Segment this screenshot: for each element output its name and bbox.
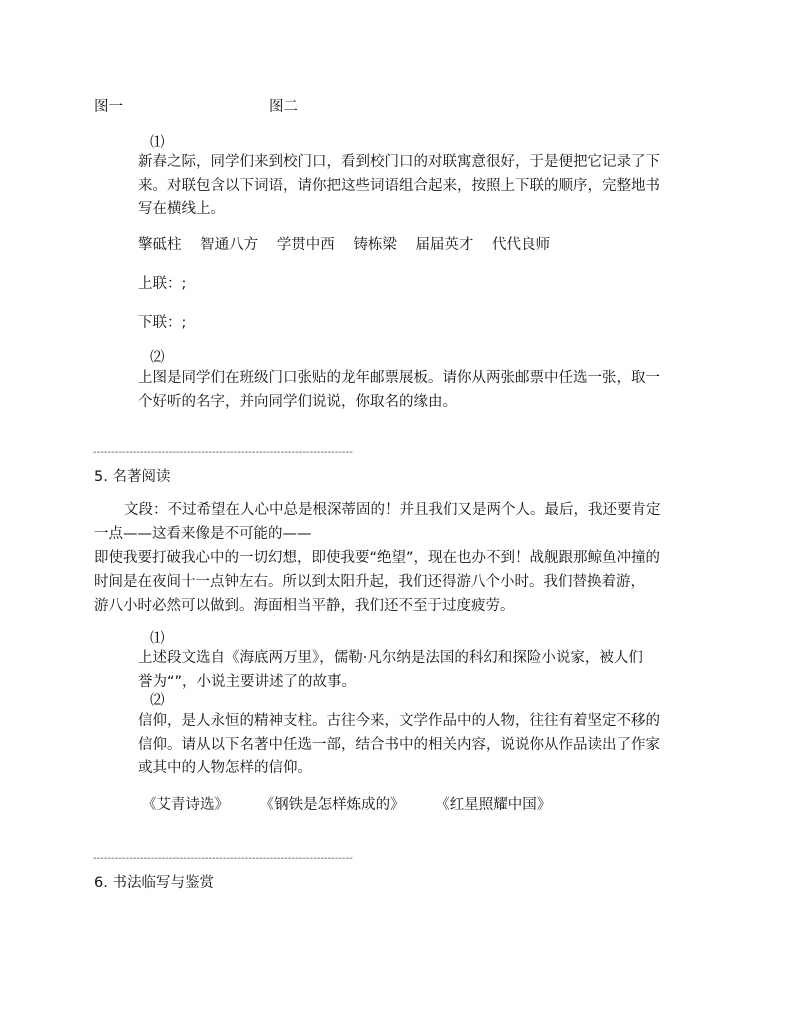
text-line: 一点——这看来像是不可能的—— — [94, 526, 312, 542]
text-line: 新春之际，同学们来到校门口，看到校门口的对联寓意很好，于是便把它记录了下 — [138, 154, 660, 170]
word-list — [138, 233, 550, 254]
text-line: 誉为“”，小说主要讲述了的故事。 — [138, 673, 357, 690]
figure-label-2: 图二 — [269, 99, 298, 115]
text-line: 信仰。请从以下名著中任选一部，结合书中的相关内容，说说你从作品读出了作家 — [138, 736, 660, 753]
book-item: 《钢铁是怎样炼成的》 — [259, 797, 405, 813]
text-line: 来。对联包含以下词语，请你把这些词语组合起来，按照上下联的顺序，完整地书 — [138, 177, 660, 194]
book-item: 《红星照耀中国》 — [435, 797, 552, 813]
text-line: 写在横线上。 — [138, 201, 225, 217]
q4-sub1-text — [138, 151, 708, 222]
upper-couplet-label: 上联：; — [138, 276, 187, 292]
text-line: 即使我要打破我心中的一切幻想，即使我要“绝望”，现在也办不到！战舰跟那鲸鱼冲撞的 — [94, 550, 661, 566]
q5-sub1-text — [138, 647, 708, 694]
text-line: 信仰，是人永恒的精神支柱。古往今来，文学作品中的人物，往往有着坚定不移的 — [138, 713, 660, 729]
q5-passage — [94, 498, 709, 618]
separator-line: ------------------------------------------------------------------------ — [93, 853, 353, 864]
word-item: 擎砥柱 — [138, 237, 182, 253]
q5-sub2-label: ⑵ — [150, 693, 165, 709]
word-item: 代代良师 — [492, 237, 551, 253]
text-line: 或其中的人物怎样的信仰。 — [138, 760, 312, 776]
separator-line: ------------------------------------------------------------------------ — [93, 447, 353, 458]
word-item: 智通八方 — [200, 237, 259, 253]
q4-sub1-label: ⑴ — [150, 135, 165, 151]
text-line: 上述段文选自《海底两万里》，儒勒·凡尔纳是法国的科幻和探险小说家，被人们 — [138, 650, 643, 666]
book-list — [142, 793, 551, 814]
q4-sub2-text — [138, 367, 708, 414]
q5-sub1-label: ⑴ — [150, 631, 165, 647]
word-item: 铸栋梁 — [353, 237, 397, 253]
figure-label-1: 图一 — [94, 99, 123, 115]
lower-couplet-label: 下联：; — [138, 315, 187, 331]
word-item: 届届英才 — [415, 237, 474, 253]
text-line: 游八小时必然可以做到。海面相当平静，我们还不至于过度疲劳。 — [94, 598, 515, 614]
q5-sub2-text — [138, 710, 708, 781]
text-line: 时间是在夜间十一点钟左右。所以到太阳升起，我们还得游八个小时。我们替换着游， — [94, 574, 645, 590]
word-item: 学贯中西 — [276, 237, 335, 253]
q4-sub2-label: ⑵ — [150, 350, 165, 366]
book-item: 《艾青诗选》 — [142, 797, 229, 813]
q6-title: 6. 书法临写与鉴赏 — [94, 875, 214, 891]
text-line: 个好听的名字，并向同学们说说，你取名的缘由。 — [138, 393, 457, 410]
text-line: 文段：不过希望在人心中总是根深蒂固的！并且我们又是两个人。最后，我还要肯定 — [124, 502, 661, 518]
q5-title: 5. 名著阅读 — [94, 469, 171, 485]
text-line: 上图是同学们在班级门口张贴的龙年邮票展板。请你从两张邮票中任选一张，取一 — [138, 370, 660, 386]
